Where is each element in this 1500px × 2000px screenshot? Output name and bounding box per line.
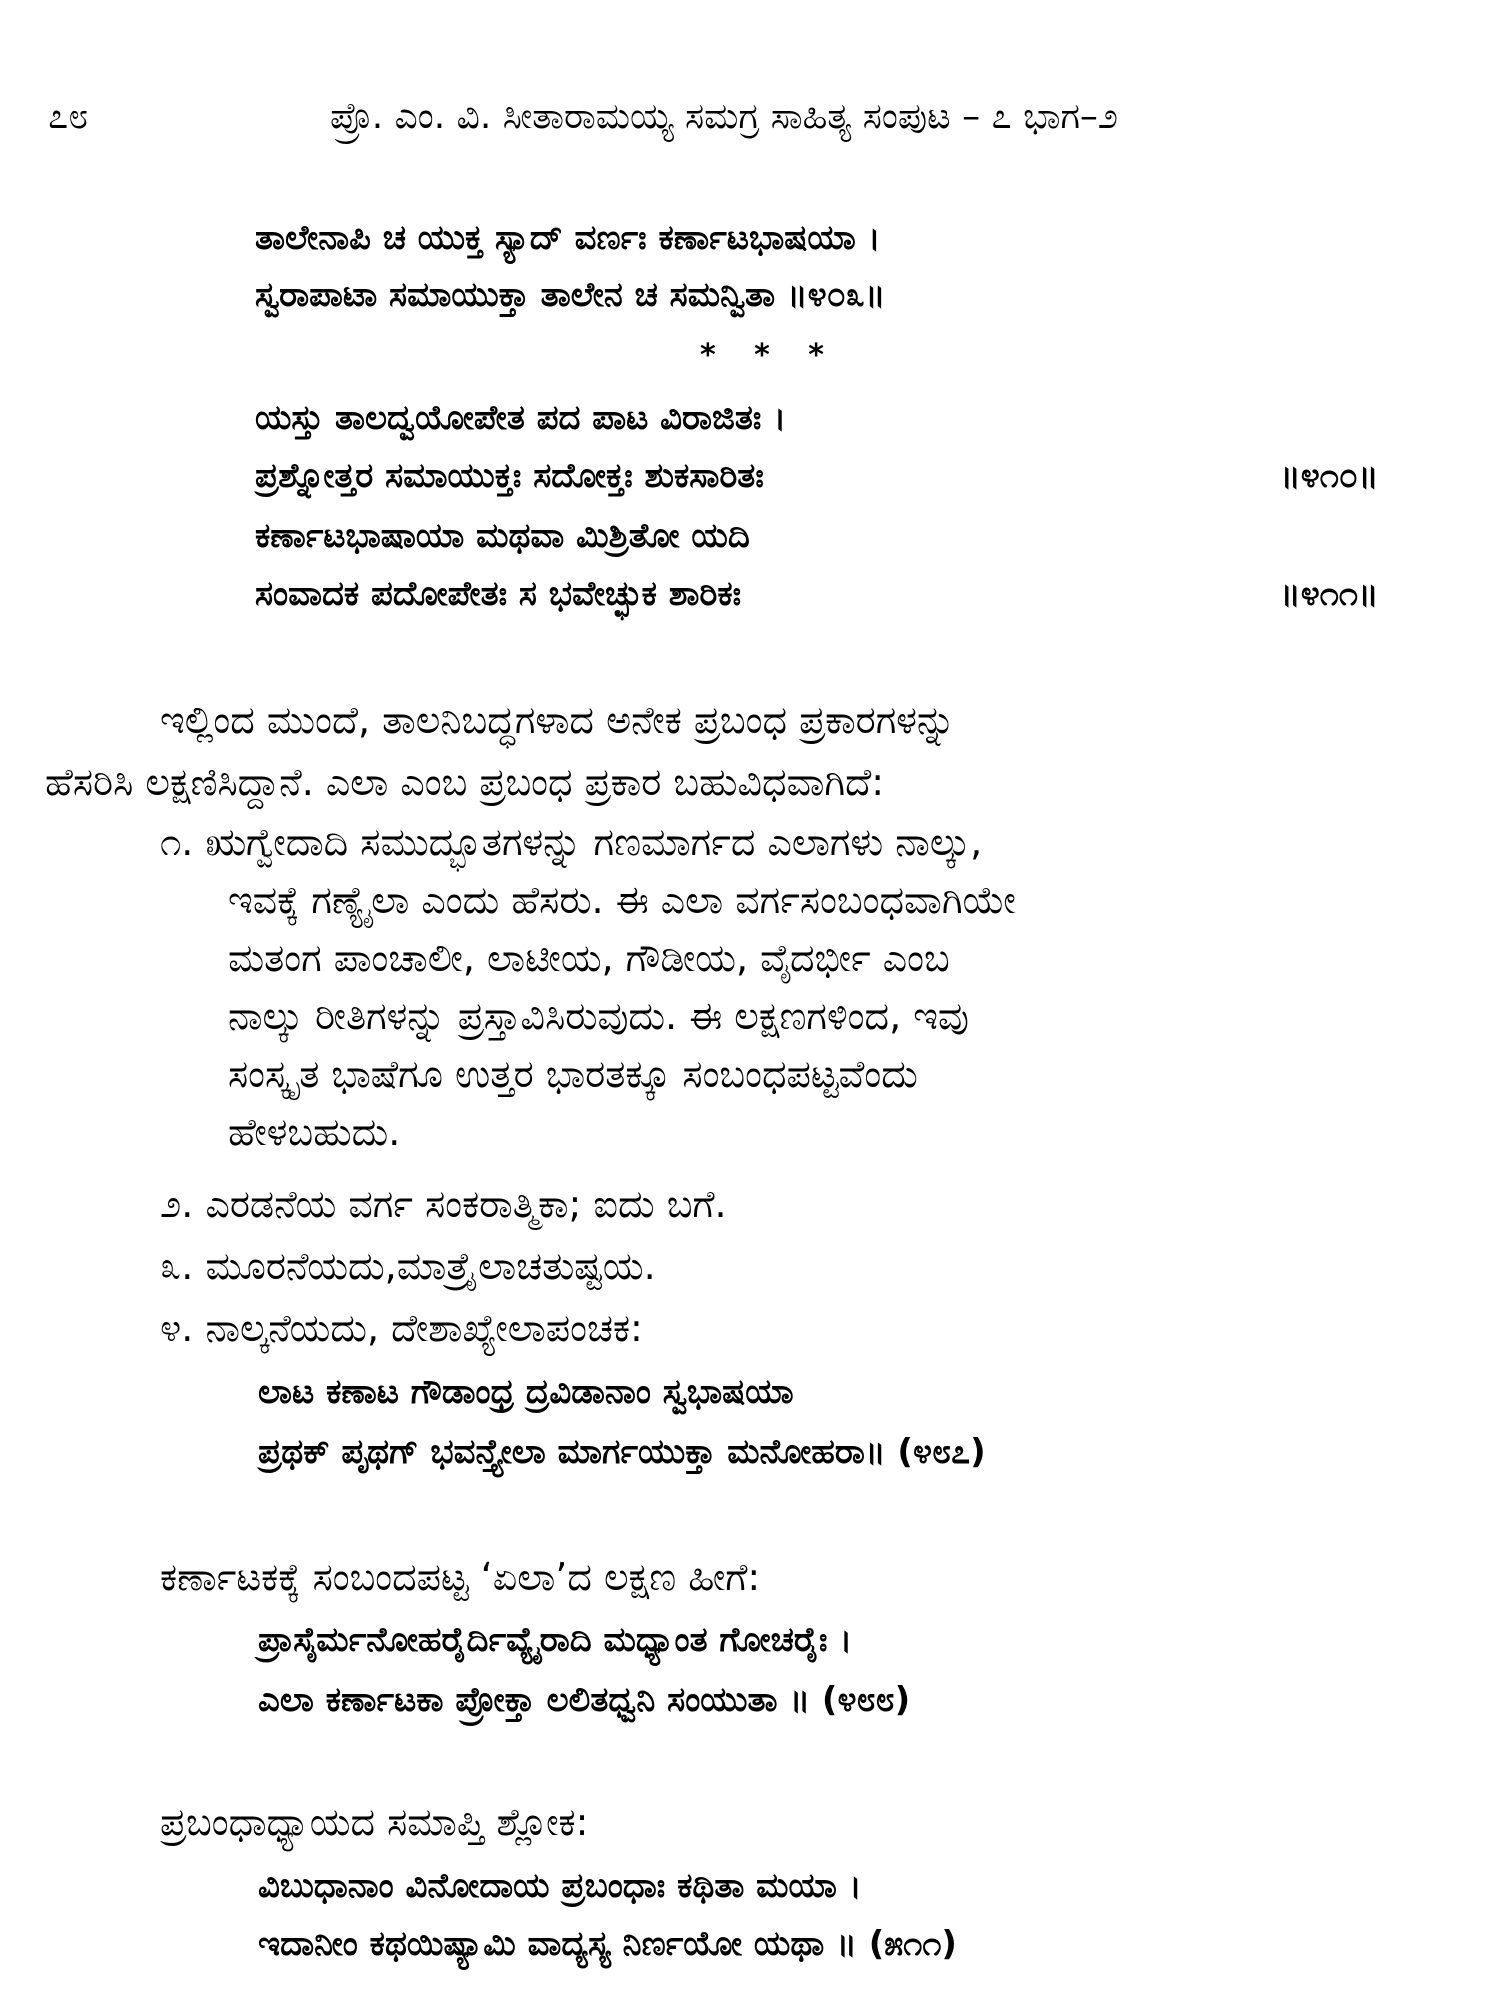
section-separator: * * *: [700, 338, 838, 373]
page-header: [0, 96, 1500, 156]
paragraph-line: ಹೆಸರಿಸಿ ಲಕ್ಷಣಿಸಿದ್ದಾನೆ. ಎಲಾ ಎಂಬ ಪ್ರಬಂಧ ಪ್ರಕಾರ ಬಹುವಿಧವಾಗಿದೆ:: [45, 760, 885, 804]
list-item-continuation: ನಾಲ್ಕು ರೀತಿಗಳನ್ನು ಪ್ರಸ್ತಾವಿಸಿರುವುದು. ಈ ಲಕ್ಷಣಗಳಿಂದ, ಇವು: [228, 994, 969, 1038]
verse-line: ಪ್ರಾಸೈರ್ಮನೋಹರೈರ್ದಿವ್ಯೈರಾದಿ ಮಧ್ಯಾಂತ ಗೋಚರೈಃ ।: [258, 1620, 853, 1660]
verse-line: ತಾಲೇನಾಪಿ ಚ ಯುಕ್ತ ಸ್ಯಾದ್ ವರ್ಣಃ ಕರ್ಣಾಟಭಾಷಯಾ ।: [255, 218, 881, 258]
list-item-continuation: ಹೇಳಬಹುದು.: [228, 1110, 401, 1154]
verse-line: ಲಾಟ ಕಣಾಟ ಗೌಡಾಂಧ್ರ ದ್ರವಿಡಾನಾಂ ಸ್ವಭಾಷಯಾ: [258, 1372, 794, 1412]
verse-line: ಯಸ್ತು ತಾಲದ್ವಯೋಪೇತ ಪದ ಪಾಟ ವಿರಾಜಿತಃ ।: [255, 398, 787, 438]
page-number: ೭೮: [48, 96, 89, 137]
verse-line: ವಿಬುಧಾನಾಂ ವಿನೋದಾಯ ಪ್ರಬಂಧಾಃ ಕಥಿತಾ ಮಯಾ ।: [258, 1866, 862, 1906]
paragraph-line: ಇಲ್ಲಿಂದ ಮುಂದೆ, ತಾಲನಿಬದ್ಧಗಳಾದ ಅನೇಕ ಪ್ರಬಂಧ ಪ್ರಕಾರಗಳನ್ನು: [160, 698, 956, 742]
paragraph-line: ಕರ್ಣಾಟಕಕ್ಕೆ ಸಂಬಂದಪಟ್ಟ ‘ಏಲಾ’ದ ಲಕ್ಷಣ ಹೀಗೆ:: [160, 1555, 761, 1599]
verse-line: ಸ್ವರಾಪಾಟಾ ಸಮಾಯುಕ್ತಾ ತಾಲೇನ ಚ ಸಮನ್ವಿತಾ ॥೪೦೩॥: [255, 275, 886, 315]
verse-number: ॥೪೧೧॥: [1280, 574, 1379, 614]
list-item: ೪. ನಾಲ್ಕನೆಯದು, ದೇಶಾಖ್ಯೇಲಾಪಂಚಕ:: [160, 1306, 643, 1350]
list-item-continuation: ಇವಕ್ಕೆ ಗಣ್ಯೈಲಾ ಎಂದು ಹೆಸರು. ಈ ಎಲಾ ವರ್ಗಸಂಬಂಧವಾಗಿಯೇ: [228, 878, 1016, 922]
verse-line: ಪ್ರಶ್ನೋತ್ತರ ಸಮಾಯುಕ್ತಃ ಸದೋಕ್ತಃ ಶುಕಸಾರಿತಃ: [255, 456, 764, 496]
verse-line: ಎಲಾ ಕರ್ಣಾಟಕಾ ಪ್ರೋಕ್ತಾ ಲಲಿತಧ್ವನಿ ಸಂಯುತಾ ॥ (೪೮೮): [258, 1680, 911, 1720]
list-item: ೨. ಎರಡನೆಯ ವರ್ಗ ಸಂಕರಾತ್ಮಿಕಾ; ಐದು ಬಗೆ.: [160, 1182, 727, 1226]
verse-line: ಪ್ರಥಕ್ ಪೃಥಗ್ ಭವನ್ತ್ಯೇಲಾ ಮಾರ್ಗಯುಕ್ತಾ ಮನೋಹರಾ॥ (೪೮೭): [258, 1432, 986, 1472]
list-item: ೧. ಋಗ್ವೇದಾದಿ ಸಮುದ್ಭೂತಗಳನ್ನು ಗಣಮಾರ್ಗದ ಎಲಾಗಳು ನಾಲ್ಕು,: [160, 820, 983, 864]
list-item-continuation: ಸಂಸ್ಕೃತ ಭಾಷೆಗೂ ಉತ್ತರ ಭಾರತಕ್ಕೂ ಸಂಬಂಧಪಟ್ಟವೆಂದು: [228, 1052, 918, 1096]
list-item: ೩. ಮೂರನೆಯದು,ಮಾತ್ರೈಲಾಚತುಷ್ಟಯ.: [160, 1244, 656, 1288]
verse-line: ಕರ್ಣಾಟಭಾಷಾಯಾ ಮಥವಾ ಮಿಶ್ರಿತೋ ಯದಿ: [255, 516, 750, 556]
verse-line: ಸಂವಾದಕ ಪದೋಪೇತಃ ಸ ಭವೇಚ್ಛುಕ ಶಾರಿಕಃ: [255, 574, 742, 614]
list-item-continuation: ಮತಂಗ ಪಾಂಚಾಲೀ, ಲಾಟೀಯ, ಗೌಡೀಯ, ವೈದರ್ಭೀ ಎಂಬ: [228, 936, 950, 980]
running-title: ಪ್ರೊ. ಎಂ. ವಿ. ಸೀತಾರಾಮಯ್ಯ ಸಮಗ್ರ ಸಾಹಿತ್ಯ ಸಂಪುಟ – ೭ ಭಾಗ–೨: [330, 96, 1119, 137]
verse-number: ॥೪೧೦॥: [1280, 456, 1379, 496]
verse-line: ಇದಾನೀಂ ಕಥಯಿಷ್ಯಾಮಿ ವಾದ್ಯಸ್ಯ ನಿರ್ಣಯೋ ಯಥಾ ॥ (೫೧೧): [258, 1924, 957, 1964]
paragraph-line: ಪ್ರಬಂಧಾಧ್ಯಾಯದ ಸಮಾಪ್ತಿ ಶ್ಲೋಕ:: [160, 1800, 589, 1844]
